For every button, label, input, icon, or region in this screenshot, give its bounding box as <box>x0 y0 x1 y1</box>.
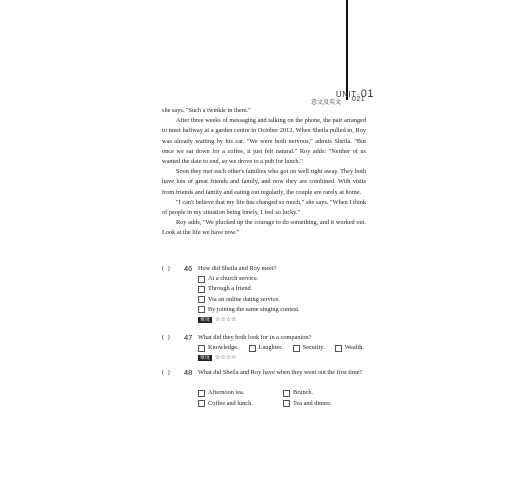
option-d[interactable]: Tea and dinner. <box>283 399 368 409</box>
option-a[interactable]: At a church service. <box>198 274 368 284</box>
option-checkbox[interactable] <box>283 390 290 397</box>
unit-subtitle: 意文及英文 <box>311 99 342 106</box>
option-b[interactable]: Through a friend. <box>198 284 368 294</box>
difficulty-tag: 难度 <box>200 355 211 362</box>
options-row <box>198 343 368 353</box>
option-checkbox[interactable] <box>335 345 342 352</box>
option-a[interactable]: Knowledge. <box>198 343 239 353</box>
question-stem: What did Sheila and Roy have when they went out the first time? <box>198 369 363 376</box>
option-checkbox[interactable] <box>198 296 205 303</box>
option-b[interactable]: Laughter. <box>249 343 283 353</box>
options-row <box>198 399 368 409</box>
option-a[interactable]: Afternoon tea. <box>198 388 283 398</box>
option-checkbox[interactable] <box>198 306 205 313</box>
answer-blank[interactable]: ( ) <box>162 265 171 272</box>
option-d[interactable]: Wealth. <box>335 343 364 353</box>
passage-paragraph: "I can't believe that my life has changed so much," she says. "When I think of people in my situation being lonely, I feel so lucky." <box>162 198 366 217</box>
option-checkbox[interactable] <box>198 400 205 407</box>
question-stem: What did they both look for in a companion? <box>198 334 312 341</box>
page-number: 021 <box>352 96 366 103</box>
options-row <box>198 388 368 398</box>
option-checkbox[interactable] <box>198 276 205 283</box>
answer-options <box>198 343 368 363</box>
passage-paragraph: Soon they met each other's families who got on well right away. They both have lots of great friends and family, and now they are combined. With visits from friends and family and eating out regularly, the couple are rarely at home. <box>162 168 366 196</box>
option-checkbox[interactable] <box>283 400 290 407</box>
passage-paragraph: she says. "Such a twinkle in them." <box>162 107 251 114</box>
option-c[interactable]: Coffee and lunch. <box>198 399 283 409</box>
answer-blank[interactable]: ( ) <box>162 369 171 376</box>
question-number: 46 <box>184 264 193 273</box>
option-checkbox[interactable] <box>198 286 205 293</box>
option-checkbox[interactable] <box>198 345 205 352</box>
passage-paragraph: After three weeks of messaging and talking on the phone, the pair arranged to meet halfway at a garden centre in October 2012. When Sheila pulled in, Roy was already waiting by his car. "We were both nervous," admits Sheila. "But once we sat down for a coffee, it just felt natural." Roy adds: "Neither of us wanted the date to end, so we drove to a pub for lunch." <box>162 117 366 166</box>
answer-blank[interactable]: ( ) <box>162 334 171 341</box>
option-checkbox[interactable] <box>249 345 256 352</box>
unit-label: UNIT·01 <box>335 88 374 100</box>
question-number: 47 <box>184 333 193 342</box>
question-number: 48 <box>184 368 193 377</box>
difficulty-tag: 难度 <box>200 316 211 323</box>
answer-options <box>198 274 368 325</box>
question-stem: How did Sheila and Roy meet? <box>198 265 277 272</box>
option-d[interactable]: By joining the same singing contest. <box>198 305 368 315</box>
difficulty-rating <box>198 353 368 363</box>
passage-paragraph: Roy adds, "We plucked up the courage to do something, and it worked out. Look at the life we have now." <box>162 219 366 237</box>
option-checkbox[interactable] <box>293 345 300 352</box>
star-icon: ☆☆☆☆ <box>215 315 237 323</box>
reading-passage <box>162 106 366 239</box>
option-b[interactable]: Brunch. <box>283 388 368 398</box>
option-c[interactable]: Security. <box>293 343 325 353</box>
star-icon: ☆☆☆☆ <box>215 354 237 362</box>
difficulty-rating <box>198 315 368 325</box>
option-checkbox[interactable] <box>198 390 205 397</box>
option-c[interactable]: Via an online dating service. <box>198 295 368 305</box>
answer-options <box>198 388 368 408</box>
